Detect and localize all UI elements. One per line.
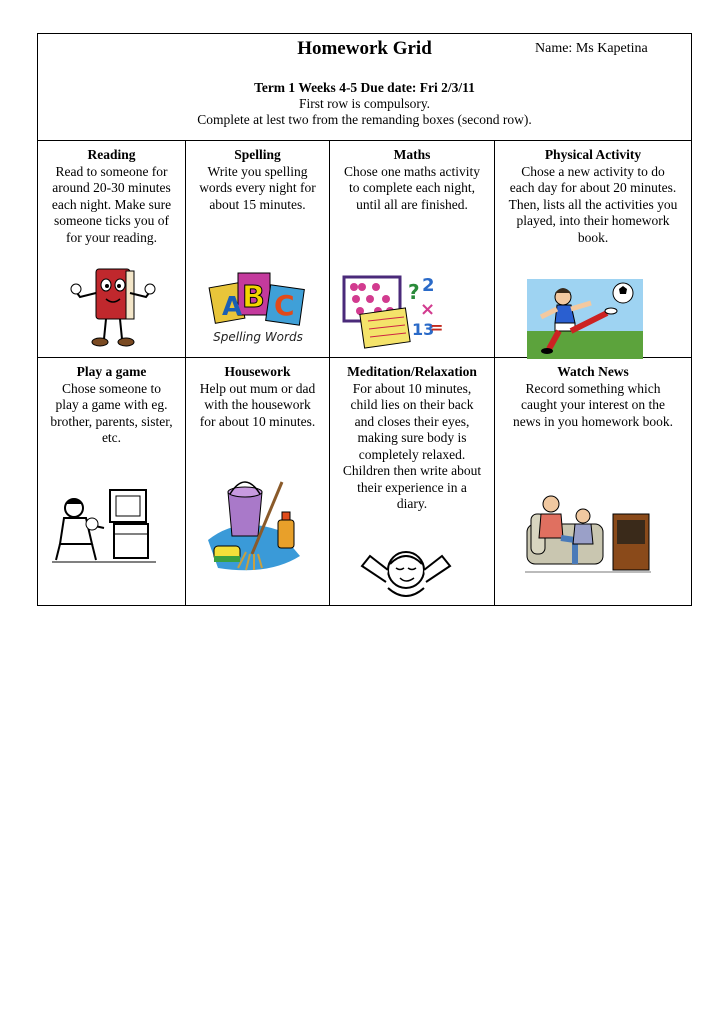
svg-text:2: 2: [422, 275, 435, 296]
meditation-line: For about 10 minutes,: [352, 380, 472, 396]
maths-title: Maths: [393, 147, 431, 162]
maths-cell: [330, 141, 495, 357]
meditation-line: their experience in a: [357, 479, 467, 495]
housework-line: Help out mum or dad: [199, 380, 316, 396]
maths-line: to complete each night,: [349, 180, 475, 195]
spelling-line: words every night for: [199, 180, 316, 195]
watch-news-cell: [495, 358, 691, 605]
cleaning-supplies-icon: [208, 476, 308, 576]
computer-game-icon: [52, 484, 156, 566]
housework-line: for about 10 minutes.: [199, 413, 316, 429]
housework-cell: [186, 358, 330, 605]
physical-activity-line: each day for about 20 minutes.: [509, 180, 677, 195]
reading-line: each night. Make sure: [51, 196, 172, 212]
grid-header: [38, 34, 691, 141]
instruction-line: Complete at lest two from the remanding boxes (second row).: [197, 112, 532, 127]
svg-text:=: =: [430, 318, 444, 337]
housework-title: Housework: [224, 364, 291, 379]
svg-text:13: 13: [412, 320, 435, 339]
physical-activity-title: Physical Activity: [544, 147, 642, 162]
spelling-words-label: Spelling Words: [213, 330, 303, 344]
play-a-game-line: play a game with eg.: [55, 397, 168, 412]
reading-title: Reading: [87, 147, 136, 162]
physical-activity-line: Chose a new activity to do: [521, 163, 665, 179]
spelling-line: about 15 minutes.: [209, 196, 306, 212]
abacus-icon: [342, 271, 446, 351]
play-a-game-line: Chose someone to: [62, 380, 161, 396]
reading-line: around 20-30 minutes: [52, 180, 171, 195]
meditation-line: making sure body is: [357, 430, 467, 445]
soccer-player-icon: [527, 279, 643, 359]
physical-activity-cell: [495, 141, 691, 357]
spelling-title: Spelling: [234, 147, 281, 162]
watch-news-line: news in you homework book.: [512, 413, 674, 429]
watch-news-line: Record something which: [525, 380, 661, 396]
play-a-game-title: Play a game: [76, 364, 147, 379]
svg-text:B: B: [242, 280, 265, 315]
svg-text:×: ×: [420, 299, 436, 320]
meditation-line: diary.: [396, 496, 428, 511]
spelling-line: Write you spelling: [207, 163, 308, 179]
meditation-relaxation-cell: [330, 358, 495, 605]
meditation-title: Meditation/Relaxation: [347, 364, 477, 379]
physical-activity-line: book.: [577, 229, 609, 245]
svg-text:A: A: [222, 292, 243, 322]
watch-news-line: caught your interest on the: [521, 397, 665, 412]
watch-news-title: Watch News: [557, 364, 629, 379]
term-line: Term 1 Weeks 4-5 Due date: Fri 2/3/11: [254, 80, 475, 95]
meditation-line: and closes their eyes,: [354, 413, 470, 429]
housework-line: with the housework: [204, 397, 311, 412]
optional-row: [38, 358, 691, 605]
grid-title: Homework Grid: [297, 38, 432, 59]
reading-line: for your reading.: [65, 229, 158, 245]
reading-line: Read to someone for: [55, 163, 168, 179]
reading-cell: [38, 141, 186, 357]
physical-activity-line: Then, lists all the activities you: [508, 196, 678, 212]
watching-tv-icon: [525, 484, 651, 576]
meditation-line: completely relaxed.: [358, 446, 466, 462]
meditation-line: child lies on their back: [350, 397, 474, 412]
meditation-line: Children then write about: [342, 463, 482, 478]
play-a-game-line: brother, parents, sister,: [50, 413, 173, 429]
maths-line: until all are finished.: [356, 196, 468, 212]
spelling-cell: [186, 141, 330, 357]
spelling-blocks-icon: [206, 269, 310, 355]
compulsory-row: [38, 141, 691, 358]
physical-activity-line: played, into their homework: [516, 213, 670, 228]
teacher-name: Name: Ms Kapetina: [535, 41, 648, 56]
homework-grid-table: [37, 33, 692, 606]
play-a-game-cell: [38, 358, 186, 605]
reading-line: someone ticks you of: [53, 213, 170, 228]
svg-text:?: ?: [408, 280, 420, 304]
maths-line: Chose one maths activity: [343, 163, 481, 179]
book-character-icon: [68, 263, 158, 351]
play-a-game-line: etc.: [101, 430, 122, 445]
compulsory-line: First row is compulsory.: [298, 96, 431, 111]
svg-text:C: C: [274, 289, 295, 322]
relaxing-person-icon: [358, 548, 454, 604]
